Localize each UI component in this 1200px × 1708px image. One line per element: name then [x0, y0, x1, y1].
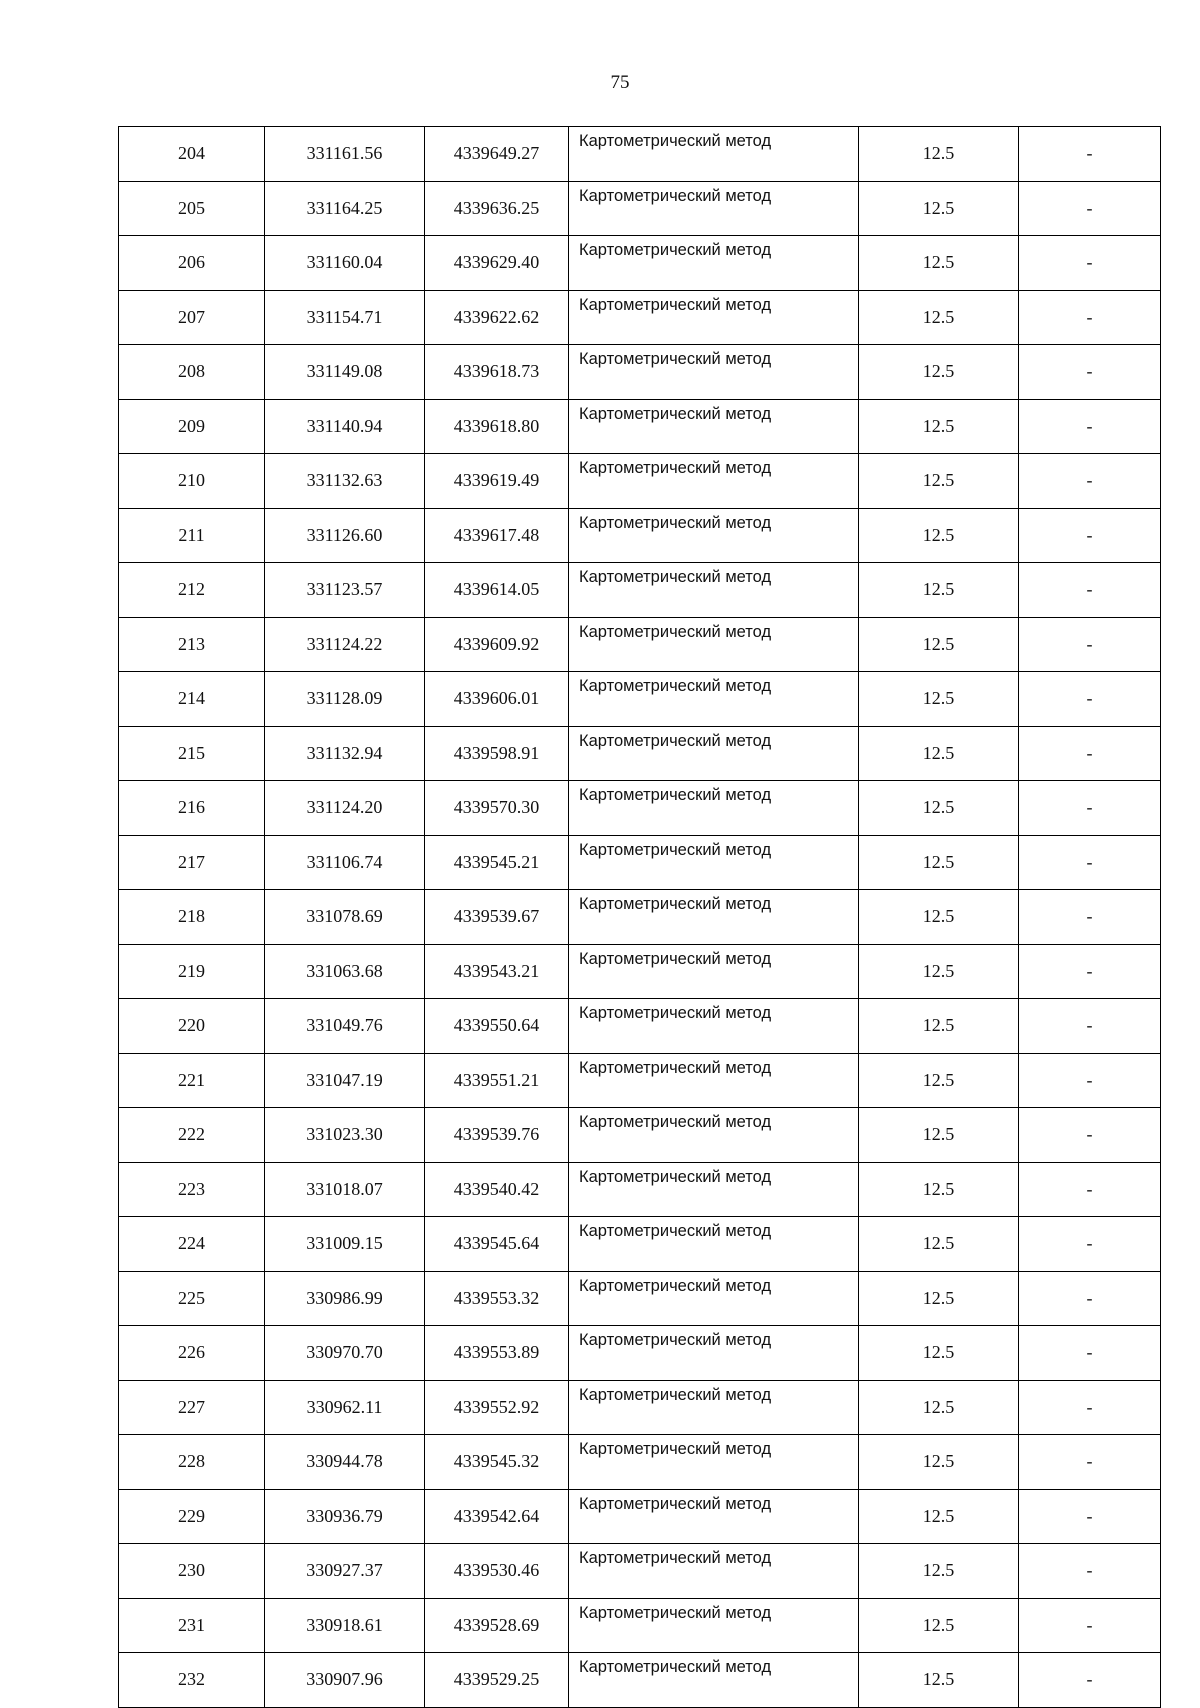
note-cell: -	[1019, 1271, 1161, 1326]
point-number-cell: 205	[119, 181, 265, 236]
method-cell: Картометрический метод	[569, 781, 859, 836]
accuracy-cell: 12.5	[859, 290, 1019, 345]
method-cell: Картометрический метод	[569, 181, 859, 236]
point-number-cell: 224	[119, 1217, 265, 1272]
method-cell: Картометрический метод	[569, 236, 859, 291]
x-coordinate-cell: 330970.70	[265, 1326, 425, 1381]
method-cell: Картометрический метод	[569, 1380, 859, 1435]
note-cell: -	[1019, 127, 1161, 182]
page-number: 75	[610, 72, 630, 93]
note-cell: -	[1019, 1217, 1161, 1272]
y-coordinate-cell: 4339545.32	[425, 1435, 569, 1490]
method-cell: Картометрический метод	[569, 454, 859, 509]
table-row	[119, 127, 1161, 182]
point-number-cell: 232	[119, 1653, 265, 1708]
table-row	[119, 835, 1161, 890]
accuracy-cell: 12.5	[859, 1380, 1019, 1435]
note-cell: -	[1019, 1108, 1161, 1163]
x-coordinate-cell: 330927.37	[265, 1544, 425, 1599]
accuracy-cell: 12.5	[859, 345, 1019, 400]
y-coordinate-cell: 4339552.92	[425, 1380, 569, 1435]
y-coordinate-cell: 4339606.01	[425, 672, 569, 727]
point-number-cell: 221	[119, 1053, 265, 1108]
y-coordinate-cell: 4339530.46	[425, 1544, 569, 1599]
note-cell: -	[1019, 1544, 1161, 1599]
table-row	[119, 1435, 1161, 1490]
note-cell: -	[1019, 890, 1161, 945]
y-coordinate-cell: 4339622.62	[425, 290, 569, 345]
point-number-cell: 209	[119, 399, 265, 454]
note-cell: -	[1019, 672, 1161, 727]
x-coordinate-cell: 331149.08	[265, 345, 425, 400]
table-row	[119, 454, 1161, 509]
method-cell: Картометрический метод	[569, 1217, 859, 1272]
y-coordinate-cell: 4339649.27	[425, 127, 569, 182]
accuracy-cell: 12.5	[859, 1217, 1019, 1272]
table-row	[119, 999, 1161, 1054]
note-cell: -	[1019, 508, 1161, 563]
table-row	[119, 617, 1161, 672]
x-coordinate-cell: 331009.15	[265, 1217, 425, 1272]
accuracy-cell: 12.5	[859, 454, 1019, 509]
note-cell: -	[1019, 1435, 1161, 1490]
y-coordinate-cell: 4339598.91	[425, 726, 569, 781]
y-coordinate-cell: 4339545.64	[425, 1217, 569, 1272]
point-number-cell: 211	[119, 508, 265, 563]
y-coordinate-cell: 4339618.73	[425, 345, 569, 400]
method-cell: Картометрический метод	[569, 835, 859, 890]
method-cell: Картометрический метод	[569, 290, 859, 345]
accuracy-cell: 12.5	[859, 181, 1019, 236]
accuracy-cell: 12.5	[859, 508, 1019, 563]
point-number-cell: 216	[119, 781, 265, 836]
point-number-cell: 219	[119, 944, 265, 999]
accuracy-cell: 12.5	[859, 236, 1019, 291]
method-cell: Картометрический метод	[569, 1598, 859, 1653]
note-cell: -	[1019, 290, 1161, 345]
accuracy-cell: 12.5	[859, 726, 1019, 781]
x-coordinate-cell: 331018.07	[265, 1162, 425, 1217]
table-row	[119, 1217, 1161, 1272]
table-row	[119, 1544, 1161, 1599]
table-row	[119, 1162, 1161, 1217]
accuracy-cell: 12.5	[859, 1544, 1019, 1599]
method-cell: Картометрический метод	[569, 1653, 859, 1708]
y-coordinate-cell: 4339551.21	[425, 1053, 569, 1108]
x-coordinate-cell: 331160.04	[265, 236, 425, 291]
note-cell: -	[1019, 726, 1161, 781]
point-number-cell: 210	[119, 454, 265, 509]
point-number-cell: 227	[119, 1380, 265, 1435]
y-coordinate-cell: 4339543.21	[425, 944, 569, 999]
x-coordinate-cell: 330918.61	[265, 1598, 425, 1653]
method-cell: Картометрический метод	[569, 127, 859, 182]
accuracy-cell: 12.5	[859, 672, 1019, 727]
note-cell: -	[1019, 1489, 1161, 1544]
y-coordinate-cell: 4339529.25	[425, 1653, 569, 1708]
point-number-cell: 215	[119, 726, 265, 781]
x-coordinate-cell: 331124.20	[265, 781, 425, 836]
note-cell: -	[1019, 399, 1161, 454]
accuracy-cell: 12.5	[859, 399, 1019, 454]
y-coordinate-cell: 4339609.92	[425, 617, 569, 672]
table-row	[119, 508, 1161, 563]
table-row	[119, 672, 1161, 727]
accuracy-cell: 12.5	[859, 1435, 1019, 1490]
x-coordinate-cell: 331106.74	[265, 835, 425, 890]
x-coordinate-cell: 331140.94	[265, 399, 425, 454]
method-cell: Картометрический метод	[569, 726, 859, 781]
point-number-cell: 222	[119, 1108, 265, 1163]
note-cell: -	[1019, 1380, 1161, 1435]
x-coordinate-cell: 331124.22	[265, 617, 425, 672]
method-cell: Картометрический метод	[569, 1053, 859, 1108]
note-cell: -	[1019, 1326, 1161, 1381]
accuracy-cell: 12.5	[859, 617, 1019, 672]
note-cell: -	[1019, 1162, 1161, 1217]
method-cell: Картометрический метод	[569, 1544, 859, 1599]
method-cell: Картометрический метод	[569, 1108, 859, 1163]
note-cell: -	[1019, 345, 1161, 400]
table-row	[119, 345, 1161, 400]
accuracy-cell: 12.5	[859, 1271, 1019, 1326]
coordinates-table	[118, 126, 1161, 1708]
y-coordinate-cell: 4339545.21	[425, 835, 569, 890]
point-number-cell: 226	[119, 1326, 265, 1381]
table-row	[119, 1271, 1161, 1326]
table-row	[119, 1653, 1161, 1708]
method-cell: Картометрический метод	[569, 1489, 859, 1544]
table-row	[119, 1380, 1161, 1435]
y-coordinate-cell: 4339619.49	[425, 454, 569, 509]
table-row	[119, 1053, 1161, 1108]
y-coordinate-cell: 4339540.42	[425, 1162, 569, 1217]
point-number-cell: 228	[119, 1435, 265, 1490]
x-coordinate-cell: 331128.09	[265, 672, 425, 727]
table-row	[119, 1108, 1161, 1163]
accuracy-cell: 12.5	[859, 1653, 1019, 1708]
x-coordinate-cell: 331023.30	[265, 1108, 425, 1163]
table-row	[119, 726, 1161, 781]
x-coordinate-cell: 331063.68	[265, 944, 425, 999]
x-coordinate-cell: 330962.11	[265, 1380, 425, 1435]
y-coordinate-cell: 4339614.05	[425, 563, 569, 618]
note-cell: -	[1019, 835, 1161, 890]
table-row	[119, 181, 1161, 236]
x-coordinate-cell: 330936.79	[265, 1489, 425, 1544]
note-cell: -	[1019, 999, 1161, 1054]
table-row	[119, 1489, 1161, 1544]
note-cell: -	[1019, 781, 1161, 836]
method-cell: Картометрический метод	[569, 399, 859, 454]
accuracy-cell: 12.5	[859, 835, 1019, 890]
x-coordinate-cell: 331047.19	[265, 1053, 425, 1108]
point-number-cell: 214	[119, 672, 265, 727]
x-coordinate-cell: 330986.99	[265, 1271, 425, 1326]
point-number-cell: 230	[119, 1544, 265, 1599]
accuracy-cell: 12.5	[859, 1162, 1019, 1217]
point-number-cell: 204	[119, 127, 265, 182]
y-coordinate-cell: 4339553.32	[425, 1271, 569, 1326]
point-number-cell: 220	[119, 999, 265, 1054]
point-number-cell: 231	[119, 1598, 265, 1653]
accuracy-cell: 12.5	[859, 890, 1019, 945]
accuracy-cell: 12.5	[859, 944, 1019, 999]
table-row	[119, 399, 1161, 454]
point-number-cell: 207	[119, 290, 265, 345]
method-cell: Картометрический метод	[569, 1435, 859, 1490]
accuracy-cell: 12.5	[859, 1489, 1019, 1544]
accuracy-cell: 12.5	[859, 1598, 1019, 1653]
note-cell: -	[1019, 454, 1161, 509]
table-row	[119, 944, 1161, 999]
note-cell: -	[1019, 236, 1161, 291]
method-cell: Картометрический метод	[569, 1162, 859, 1217]
note-cell: -	[1019, 181, 1161, 236]
y-coordinate-cell: 4339618.80	[425, 399, 569, 454]
x-coordinate-cell: 331126.60	[265, 508, 425, 563]
point-number-cell: 223	[119, 1162, 265, 1217]
accuracy-cell: 12.5	[859, 563, 1019, 618]
y-coordinate-cell: 4339570.30	[425, 781, 569, 836]
note-cell: -	[1019, 944, 1161, 999]
x-coordinate-cell: 331132.94	[265, 726, 425, 781]
method-cell: Картометрический метод	[569, 508, 859, 563]
accuracy-cell: 12.5	[859, 1108, 1019, 1163]
x-coordinate-cell: 330944.78	[265, 1435, 425, 1490]
x-coordinate-cell: 331132.63	[265, 454, 425, 509]
y-coordinate-cell: 4339542.64	[425, 1489, 569, 1544]
note-cell: -	[1019, 1653, 1161, 1708]
y-coordinate-cell: 4339553.89	[425, 1326, 569, 1381]
table-row	[119, 236, 1161, 291]
method-cell: Картометрический метод	[569, 563, 859, 618]
point-number-cell: 217	[119, 835, 265, 890]
x-coordinate-cell: 331164.25	[265, 181, 425, 236]
x-coordinate-cell: 331123.57	[265, 563, 425, 618]
method-cell: Картометрический метод	[569, 1271, 859, 1326]
method-cell: Картометрический метод	[569, 890, 859, 945]
x-coordinate-cell: 331161.56	[265, 127, 425, 182]
table-row	[119, 781, 1161, 836]
note-cell: -	[1019, 563, 1161, 618]
table-row	[119, 890, 1161, 945]
method-cell: Картометрический метод	[569, 672, 859, 727]
method-cell: Картометрический метод	[569, 1326, 859, 1381]
note-cell: -	[1019, 1598, 1161, 1653]
y-coordinate-cell: 4339539.67	[425, 890, 569, 945]
table-row	[119, 290, 1161, 345]
point-number-cell: 206	[119, 236, 265, 291]
y-coordinate-cell: 4339636.25	[425, 181, 569, 236]
method-cell: Картометрический метод	[569, 999, 859, 1054]
x-coordinate-cell: 330907.96	[265, 1653, 425, 1708]
accuracy-cell: 12.5	[859, 781, 1019, 836]
point-number-cell: 213	[119, 617, 265, 672]
point-number-cell: 225	[119, 1271, 265, 1326]
method-cell: Картометрический метод	[569, 617, 859, 672]
table-row	[119, 1598, 1161, 1653]
point-number-cell: 229	[119, 1489, 265, 1544]
y-coordinate-cell: 4339629.40	[425, 236, 569, 291]
y-coordinate-cell: 4339528.69	[425, 1598, 569, 1653]
note-cell: -	[1019, 1053, 1161, 1108]
x-coordinate-cell: 331078.69	[265, 890, 425, 945]
point-number-cell: 208	[119, 345, 265, 400]
table-row	[119, 563, 1161, 618]
point-number-cell: 212	[119, 563, 265, 618]
y-coordinate-cell: 4339539.76	[425, 1108, 569, 1163]
accuracy-cell: 12.5	[859, 1326, 1019, 1381]
coordinates-table-body	[119, 127, 1161, 1708]
accuracy-cell: 12.5	[859, 1053, 1019, 1108]
point-number-cell: 218	[119, 890, 265, 945]
method-cell: Картометрический метод	[569, 345, 859, 400]
note-cell: -	[1019, 617, 1161, 672]
y-coordinate-cell: 4339617.48	[425, 508, 569, 563]
y-coordinate-cell: 4339550.64	[425, 999, 569, 1054]
x-coordinate-cell: 331154.71	[265, 290, 425, 345]
table-row	[119, 1326, 1161, 1381]
accuracy-cell: 12.5	[859, 999, 1019, 1054]
x-coordinate-cell: 331049.76	[265, 999, 425, 1054]
accuracy-cell: 12.5	[859, 127, 1019, 182]
method-cell: Картометрический метод	[569, 944, 859, 999]
